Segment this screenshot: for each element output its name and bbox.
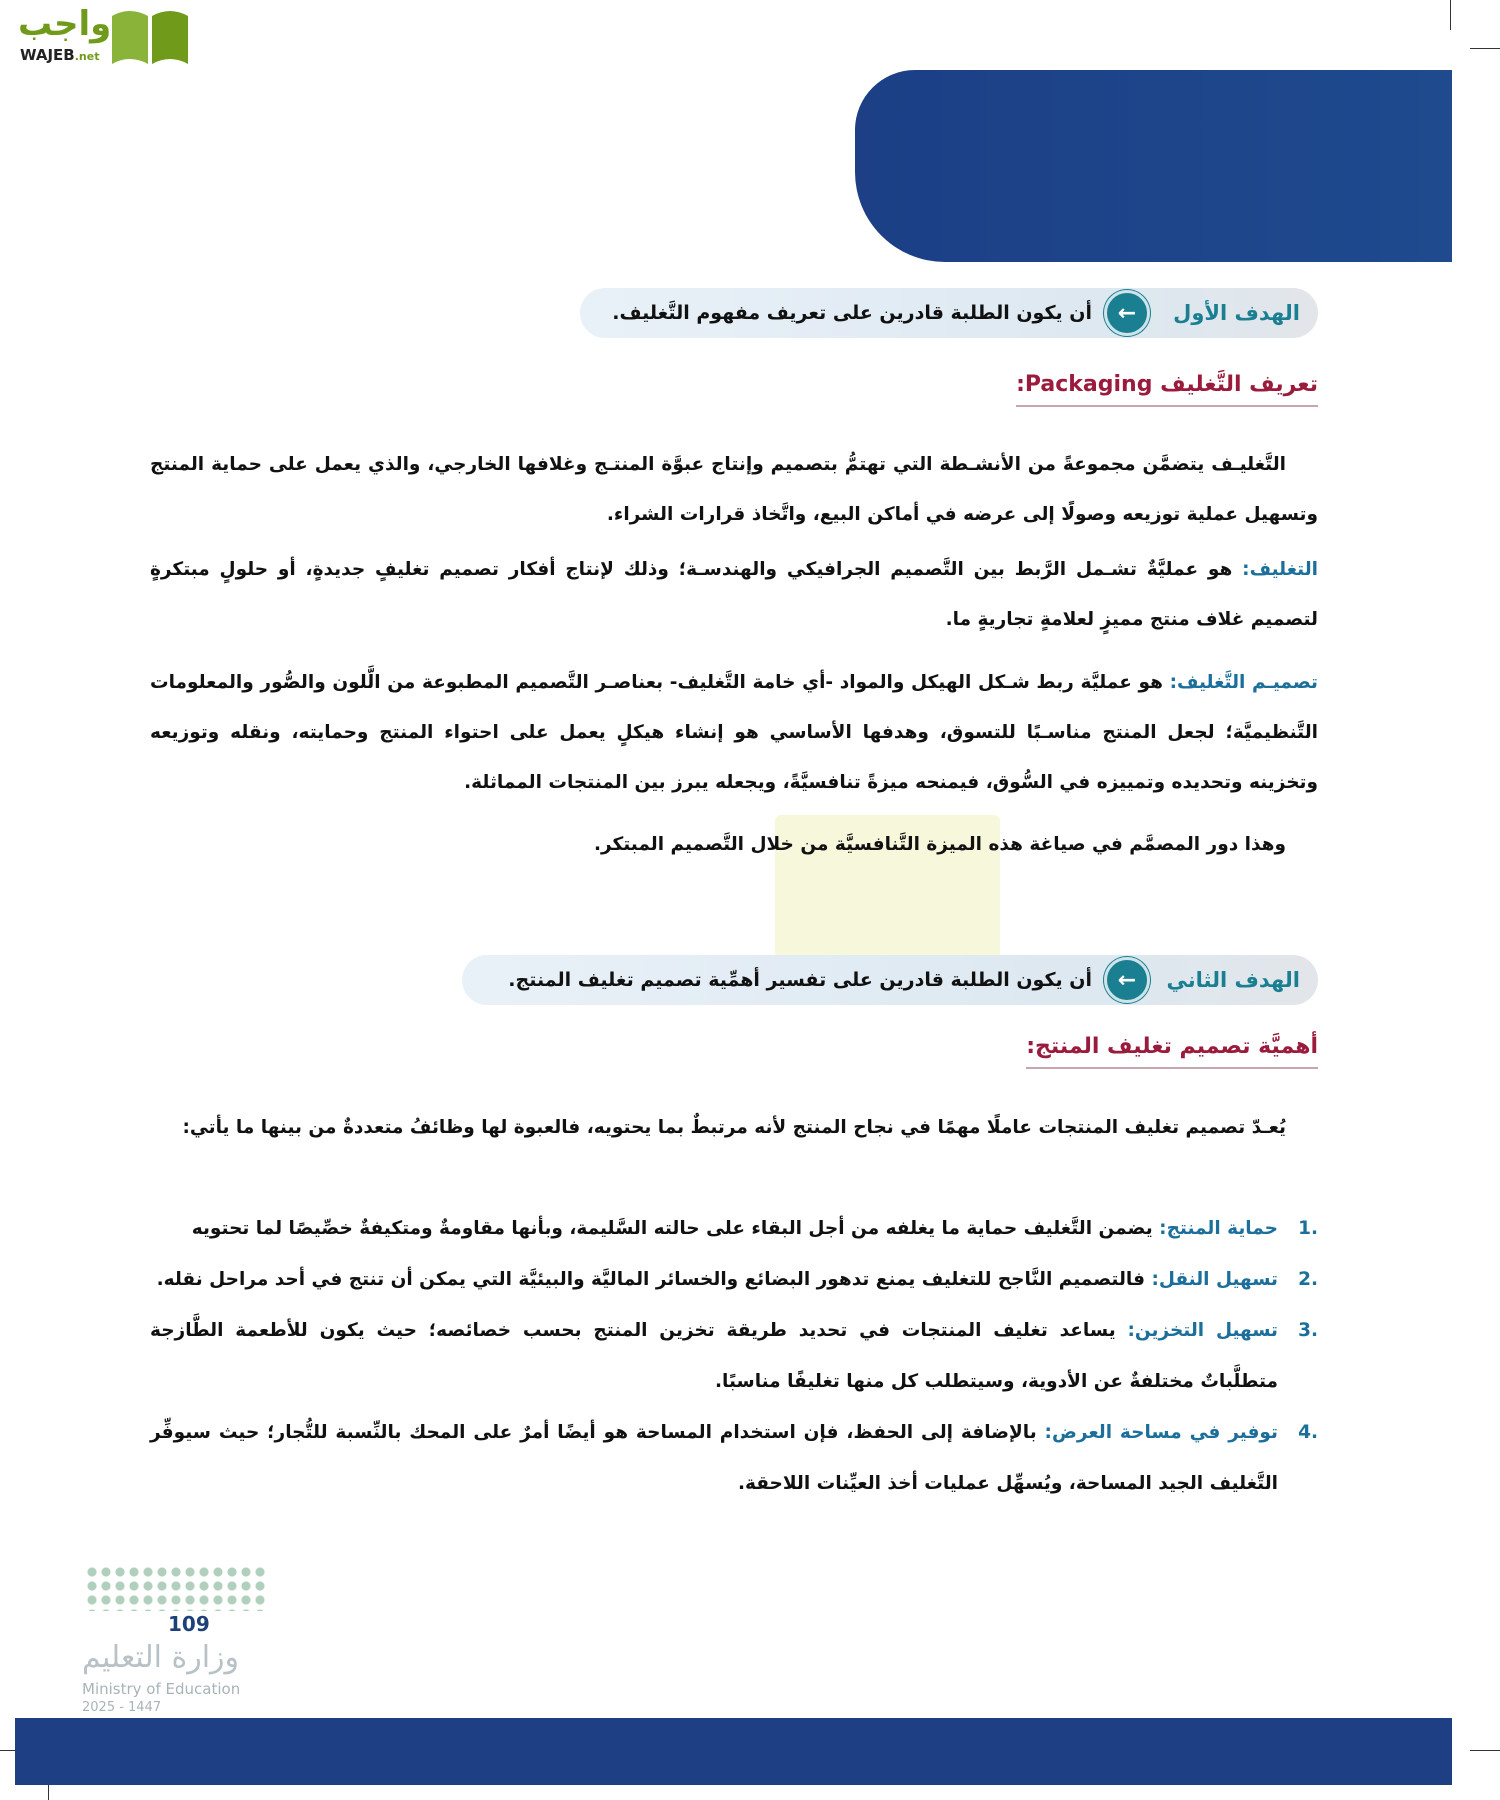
closing-paragraph: وهذا دور المصمَّم في صياغة هذه الميزة التَّنافسيَّة من خلال التَّصميم المبتكر.: [593, 834, 1286, 855]
page-number: 109: [168, 1612, 210, 1636]
arrow-left-icon: ←: [1104, 957, 1150, 1003]
ministry-logo: 109 وزارة التعليم Ministry of Education 2025 - 1447: [80, 1560, 270, 1720]
goal-label: الهدف الثاني: [1166, 968, 1300, 992]
footer-band: [15, 1718, 1452, 1785]
list-item: .4 توفير في مساحة العرض: بالإضافة إلى الحفظ، فإن استخدام المساحة هو أيضًا أمرٌ على المحك بالنِّسبة للتُّجار؛ حيث سيوفِّر التَّغليف الجيد المساحة، ويُسهِّل عمليات أخذ العيِّنات اللاحقة.: [150, 1422, 1318, 1494]
crop-mark: [1470, 1750, 1500, 1751]
list-item: .3 تسهيل التخزين: يساعد تغليف المنتجات في تحديد طريقة تخزين المنتج بحسب خصائصه؛ حيث يكون للأطعمة الطَّازجة متطلَّباتٌ مختلفةٌ عن الأدوية، وسيتطلب كل منها تغليفًا مناسبًا.: [150, 1320, 1318, 1392]
book-icon: [108, 6, 193, 66]
definition-paragraph: تصميـم التَّغليف: هو عمليَّة ربط شـكل الهيكل والمواد -أي خامة التَّغليف- بعناصـر التَّصميم المطبوعة من الَّلون والصُّور والمعلومات التَّنظيميَّة؛ لجعل المنتج مناسـبًا للتسوق، وهدفها الأساسي هو إنشاء هيكلٍ يعمل على احتواء المنتج وحمايته، ونقله وتوزيعه وتخزينه وتحديده وتمييزه في السُّوق، فيمنحه ميزةً تنافسيَّةً، ويجعله يبرز بين المنتجات المماثلة.: [150, 672, 1319, 793]
goal-2-banner: [462, 955, 1318, 1005]
goal-label: الهدف الأول: [1173, 301, 1300, 325]
list-item: .2 تسهيل النقل: فالتصميم النَّاجح للتغليف يمنع تدهور البضائع والخسائر الماليَّة والبيئيَّة التي يمكن أن تنتج في أحد مراحل نقله.: [156, 1269, 1318, 1290]
definition-paragraph: التغليف: هو عمليَّةٌ تشـمل الرَّبط بين التَّصميم الجرافيكي والهندسـة؛ وذلك لإنتاج أفكار تصميم تغليفٍ جديدةٍ، أو حلولٍ مبتكرةٍ لتصميم غلاف منتج مميزٍ لعلامةٍ تجاريةٍ ما.: [150, 559, 1318, 630]
goal-text: أن يكون الطلبة قادرين على تعريف مفهوم التَّغليف.: [612, 302, 1092, 324]
wajeb-logo[interactable]: واجب WAJEB.net: [8, 4, 193, 68]
crop-mark: [1470, 48, 1500, 49]
ministry-dots-icon: [85, 1565, 265, 1611]
goal-text: أن يكون الطلبة قادرين على تفسير أهمِّية تصميم تغليف المنتج.: [508, 969, 1092, 991]
term: تصميـم التَّغليف:: [1169, 672, 1319, 693]
goal-1-banner: [580, 288, 1318, 338]
list-item: .1 حماية المنتج: يضمن التَّغليف حماية ما يغلفه من أجل البقاء على حالته السَّليمة، وبأنها مقاومةٌ ومتكيفةٌ خصِّيصًا لما تحتويه: [191, 1218, 1318, 1239]
section-heading: تعريف التَّغليف Packaging:: [1016, 372, 1318, 407]
intro-paragraph: يُعـدّ تصميم تغليف المنتجات عاملًا مهمًا في نجاح المنتج لأنه مرتبطٌ بما يحتويه، فالعبوة لها وظائفُ متعددةٌ من بينها ما يأتي:: [182, 1117, 1286, 1138]
crop-mark: [1450, 0, 1451, 30]
arrow-left-icon: ←: [1104, 290, 1150, 336]
functions-list: [150, 1203, 1318, 1509]
intro-paragraph: التَّغليـف يتضمَّن مجموعةً من الأنشـطة التي تهتمُّ بتصميم وإنتاج عبوَّة المنتـج وغلافها الخارجي، والذي يعمل على حماية المنتج وتسهيل عملية توزيعه وصولًا إلى عرضه في أماكن البيع، واتَّخاذ قرارات الشراء.: [150, 454, 1318, 525]
term: التغليف:: [1242, 559, 1318, 580]
header-banner: [855, 70, 1452, 262]
section-heading: أهميَّة تصميم تغليف المنتج:: [1026, 1034, 1318, 1069]
